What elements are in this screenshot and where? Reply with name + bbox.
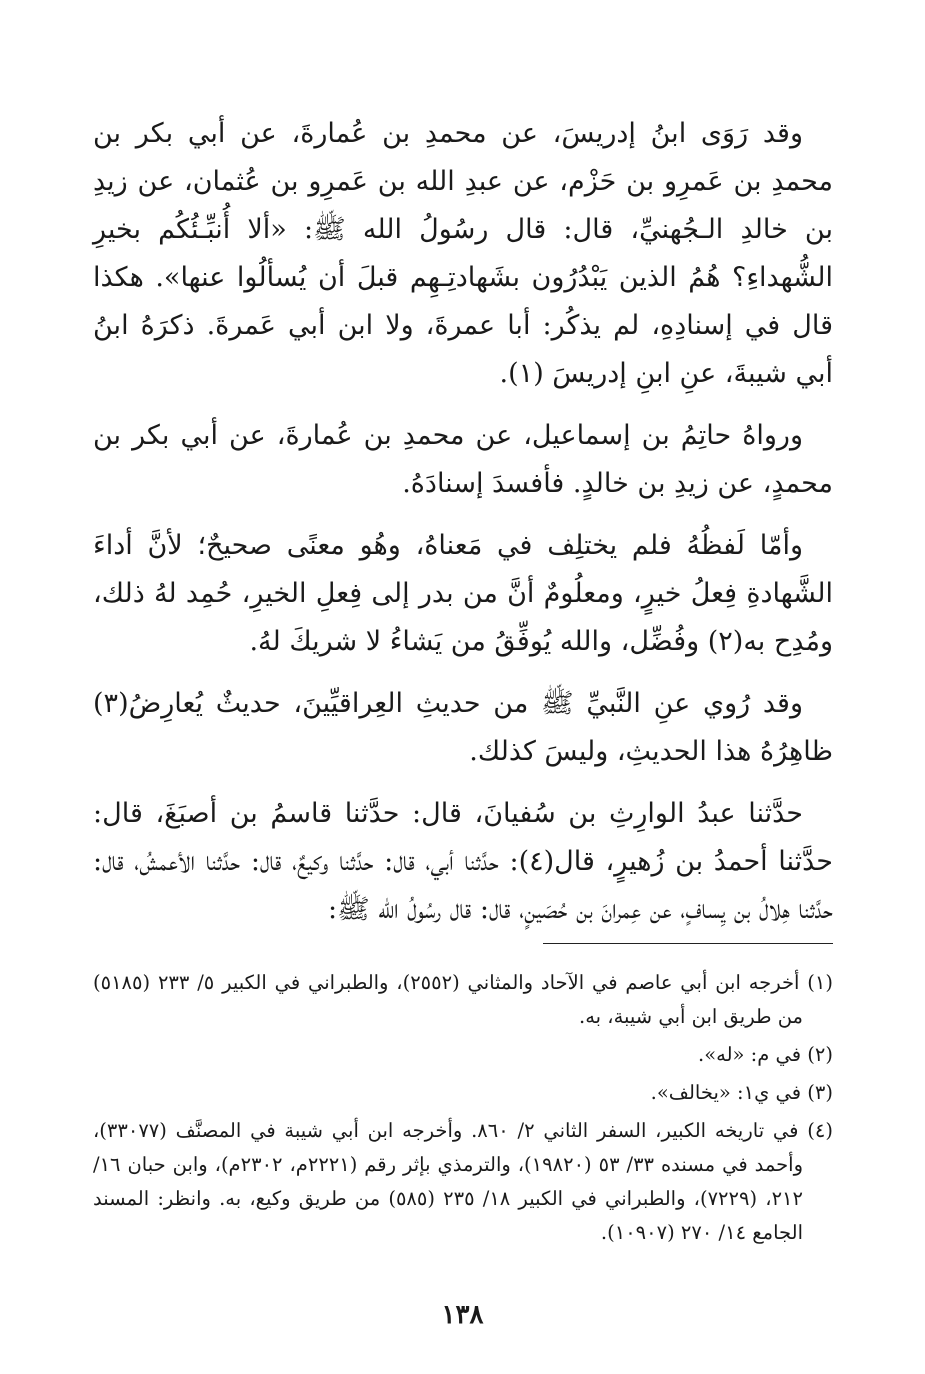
paragraph-2: ورواهُ حاتِمُ بن إسماعيل، عن محمدِ بن عُمارةَ، عن أبي بكر بن محمدٍ، عن زيدِ بن خالدٍ. فأفسدَ إسنادَهُ. <box>93 420 833 499</box>
paragraph-5: حدَّثنا عبدُ الوارِثِ بن سُفيانَ، قال: حدَّثنا قاسمُ بن أصبَغَ، قال: حدَّثنا أحمدُ بن زُهيرٍ، قال(٤): حدَّثنا أبي، قال: حدَّثنا وكيعٌ، قال: حدَّثنا الأعمشُ، قال: حدَّثنا هِلالُ بن يِسافٍ، عن عِمرانَ بن حُصَينٍ، قال: قال رسُولُ الله ﷺ: <box>93 798 834 925</box>
paragraph-1: وقد رَوَى ابنُ إدريسَ، عن محمدِ بن عُمارةَ، عن أبي بكر بن محمدِ بن عَمرِو بن حَزْم، عن عبدِ الله بن عَمرِو بن عُثمان، عن زيدِ بن خالدِ الـجُهنيِّ، قال: قال رسُولُ الله ﷺ: «ألا أُنبِّـئُكُم بخيرِ الشُّهداءِ؟ هُمُ الذين يَبْدُرُون بشَهادتِـهِم قبلَ أن يُسألُوا عنها». هكذا قال في إسنادِهِ، لم يذكُر: أبا عمرةَ، ولا ابن أبي عَمرةَ. ذكرَهُ ابنُ أبي شيبةَ، عنِ ابنِ إدريسَ (١). <box>93 118 833 389</box>
page-number: ١٣٨ <box>441 1300 484 1330</box>
footnote-separator <box>543 943 833 944</box>
main-text <box>93 110 833 948</box>
footnote-3: (٣) في ي١: «يخالف». <box>650 1081 833 1104</box>
paragraph-4: وقد رُوي عنِ النَّبيِّ ﷺ من حديثِ العِراقيِّينَ، حديثٌ يُعارِضُ(٣) ظاهِرُهُ هذا الحديثِ، وليسَ كذلك. <box>93 688 833 767</box>
paragraph-3: وأمّا لَفظُهُ فلم يختلِف في مَعناهُ، وهُو معنًى صحيحٌ؛ لأنَّ أداءَ الشَّهادةِ فِعلُ خيرٍ، ومعلُومٌ أنَّ من بدر إلى فِعلِ الخيرِ، حُمِد لهُ ذلك، ومُدِح به(٢) وفُضِّل، والله يُوفِّقُ من يَشاءُ لا شريكَ لهُ. <box>93 530 833 657</box>
footnote-1: (١) أخرجه ابن أبي عاصم في الآحاد والمثاني (٢٥٥٢)، والطبراني في الكبير ٥/ ٢٣٣ (٥١٨٥) من طريق ابن أبي شيبة، به. <box>93 971 833 1028</box>
footnote-4: (٤) في تاريخه الكبير، السفر الثاني ٢/ ٨٦٠. وأخرجه ابن أبي شيبة في المصنَّف (٣٣٠٧٧)، وأحمد في مسنده ٣٣/ ٥٣ (١٩٨٢٠)، والترمذي بإثر رقم (٢٢٢١م، ٢٣٠٢م)، وابن حبان ١٦/ ٢١٢، (٧٢٢٩)، والطبراني في الكبير ١٨/ ٢٣٥ (٥٨٥) من طريق وكيع، به. وانظر: المسند الجامع ١٤/ ٢٧٠ (١٠٩٠٧). <box>93 1119 833 1244</box>
footnotes <box>93 966 833 1254</box>
footnote-2: (٢) في م: «له». <box>698 1043 833 1066</box>
